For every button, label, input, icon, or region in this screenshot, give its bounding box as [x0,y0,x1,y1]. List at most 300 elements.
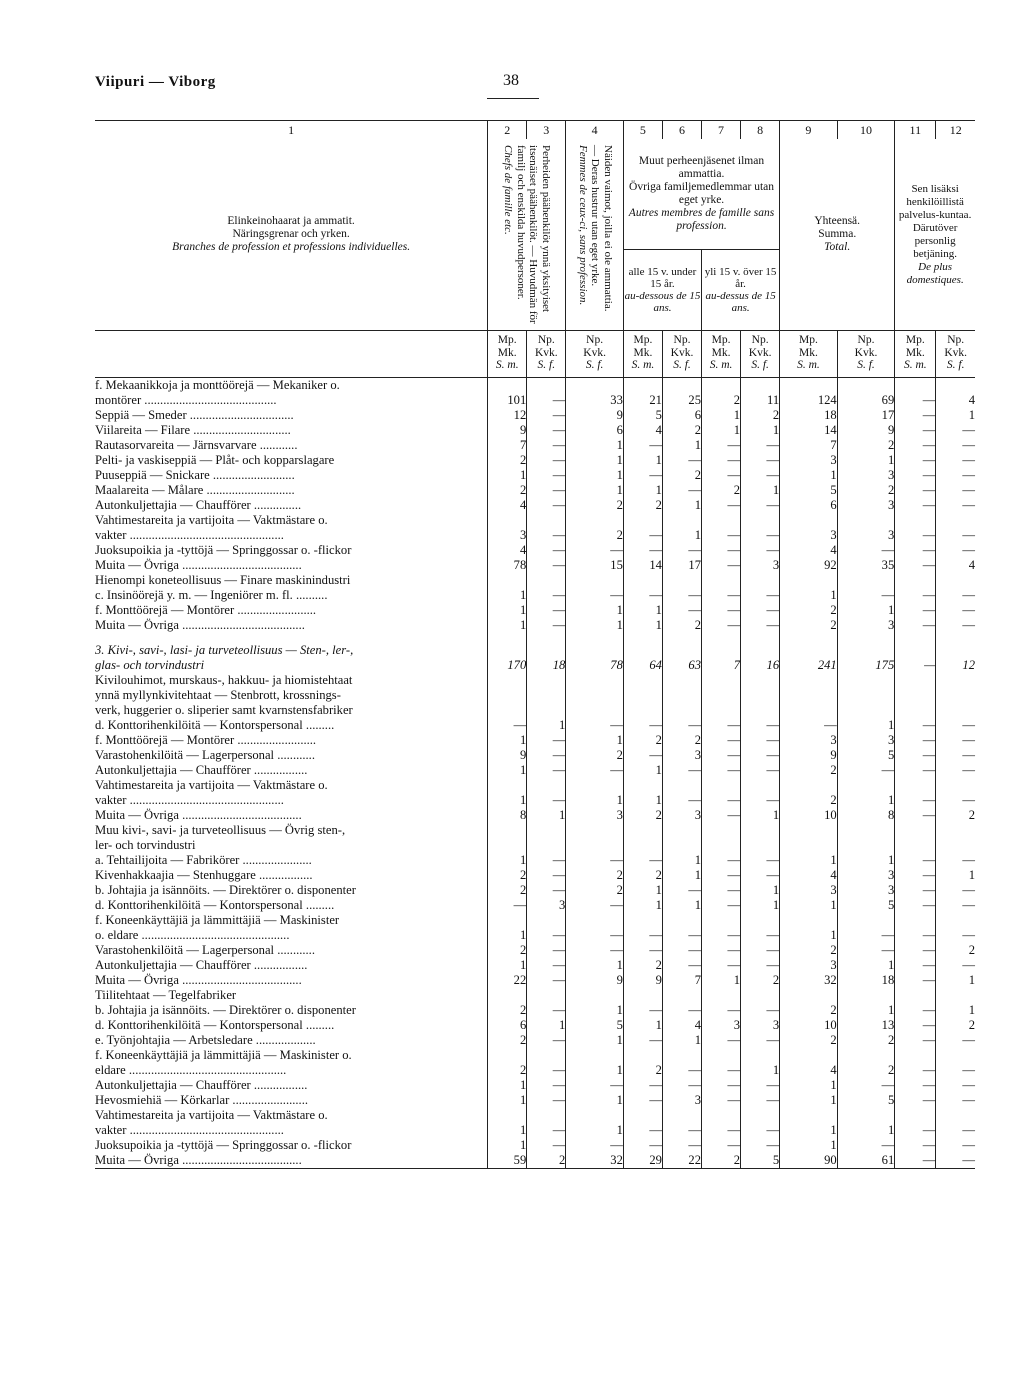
cell-col-8: — [741,1093,780,1108]
cell-col-4: 1 [566,438,624,453]
cell-col-2: 2 [488,1003,527,1018]
cell-col-4 [566,1048,624,1063]
cell-col-9: 3 [780,883,838,898]
cell-col-4: 5 [566,1018,624,1033]
cell-col-6: 3 [662,808,701,823]
cell-col-5 [623,988,662,1003]
cell-col-7: — [702,958,741,973]
table-row [95,1078,975,1093]
cell-col-2: 1 [488,1123,527,1138]
cell-col-9: 2 [780,943,838,958]
cell-col-3: 1 [527,1018,566,1033]
table-row [95,658,975,673]
cell-col-11 [895,633,936,643]
row-label: Autonkuljettajia — Chaufförer ................. [95,958,308,972]
cell-col-4 [566,913,624,928]
cell-col-10: 5 [837,1093,895,1108]
table-row [95,1018,975,1033]
unit-female: Np. Kvk. S. f. [936,331,975,378]
cell-col-9 [780,573,838,588]
unit-female: Np. Kvk. S. f. [662,331,701,378]
cell-col-6: — [662,763,701,778]
cell-col-6: — [662,1078,701,1093]
cell-col-3: — [527,438,566,453]
cell-col-2: 1 [488,1093,527,1108]
table-row [95,1153,975,1169]
cell-col-3: — [527,603,566,618]
table-row [95,973,975,988]
cell-col-3: 18 [527,658,566,673]
cell-col-6: 1 [662,438,701,453]
cell-col-11: — [895,1063,936,1078]
cell-col-12: — [936,718,975,733]
cell-col-3: — [527,1003,566,1018]
cell-col-8 [741,673,780,688]
cell-col-5: — [623,468,662,483]
cell-col-11: — [895,603,936,618]
table-row [95,558,975,573]
cell-col-11: — [895,718,936,733]
cell-col-8 [741,1108,780,1123]
cell-col-5: 2 [623,733,662,748]
cell-col-11 [895,573,936,588]
row-label: o. eldare ............................................... [95,928,290,942]
row-label: Muita — Övriga ...................................... [95,1153,302,1167]
col2-3-header-text: Perheiden päähenkilöt ynnä yksityiset itsenäiset päähenkilöt. — Huvudmän för familj och enskilda huvudpersoner. [514,145,552,324]
cell-col-10 [837,838,895,853]
cell-col-4 [566,838,624,853]
cell-col-10 [837,1048,895,1063]
cell-col-11: — [895,588,936,603]
cell-col-7: — [702,1003,741,1018]
table-row [95,988,975,1003]
cell-col-6 [662,823,701,838]
row-label: f. Monttöörejä — Montörer ......................... [95,733,317,747]
cell-col-8 [741,378,780,394]
cell-col-8 [741,573,780,588]
cell-col-10: 5 [837,898,895,913]
cell-col-12 [936,838,975,853]
cell-col-4: 33 [566,393,624,408]
cell-col-9 [780,513,838,528]
cell-col-6: 25 [662,393,701,408]
cell-col-4: — [566,718,624,733]
cell-col-5: 1 [623,453,662,468]
cell-col-12: 2 [936,1018,975,1033]
cell-col-5: 1 [623,603,662,618]
cell-col-10 [837,688,895,703]
cell-col-9: 10 [780,808,838,823]
cell-col-12 [936,778,975,793]
table-row [95,643,975,658]
cell-col-4: 2 [566,748,624,763]
cell-col-8: 5 [741,1153,780,1169]
cell-col-7: — [702,603,741,618]
cell-col-11: — [895,868,936,883]
cell-col-6 [662,513,701,528]
cell-col-5: 1 [623,883,662,898]
unit-male: Mp. Mk. S. m. [780,331,838,378]
cell-col-11: — [895,438,936,453]
cell-col-2: 1 [488,1138,527,1153]
row-label: Varastohenkilöitä — Lagerpersonal ............ [95,748,315,762]
cell-col-10: 3 [837,618,895,633]
cell-col-12: — [936,453,975,468]
col2-3-header-fr: Chefs de famille etc. [502,145,515,235]
cell-col-7: — [702,1063,741,1078]
col5-6-subheader [623,250,701,331]
cell-col-5: — [623,943,662,958]
row-label: Kivenhakkaajia — Stenhuggare ................. [95,868,313,882]
cell-col-3: — [527,423,566,438]
cell-col-12: — [936,483,975,498]
cell-col-10: 1 [837,453,895,468]
cell-col-9 [780,838,838,853]
row-label: b. Johtajia ja isännöits. — Direktörer o. disponenter [95,883,356,897]
col4-header [566,139,624,331]
cell-col-12 [936,633,975,643]
cell-col-8: — [741,438,780,453]
cell-col-5: 5 [623,408,662,423]
cell-col-9: 4 [780,868,838,883]
table-row [95,393,975,408]
col5-6-sub-text: alle 15 v. under 15 år. [628,266,697,290]
cell-col-4 [566,688,624,703]
cell-col-10: 3 [837,883,895,898]
cell-col-12 [936,573,975,588]
cell-col-8 [741,838,780,853]
unit-male: Mp. Mk. S. m. [488,331,527,378]
cell-col-8 [741,778,780,793]
cell-col-7: 1 [702,408,741,423]
cell-col-3: — [527,1078,566,1093]
table-row [95,868,975,883]
cell-col-3: — [527,558,566,573]
cell-col-3: 1 [527,718,566,733]
table-row [95,838,975,853]
cell-col-12: — [936,1033,975,1048]
cell-col-9: 2 [780,1033,838,1048]
cell-col-11: — [895,658,936,673]
cell-col-4: 2 [566,498,624,513]
col7-8-sub-text: yli 15 v. över 15 år. [704,266,777,290]
cell-col-9 [780,823,838,838]
cell-col-7 [702,823,741,838]
cell-col-4: — [566,588,624,603]
cell-col-12 [936,988,975,1003]
cell-col-11: — [895,1138,936,1153]
cell-col-2: 2 [488,483,527,498]
table-row [95,423,975,438]
cell-col-2: 22 [488,973,527,988]
cell-col-9 [780,988,838,1003]
cell-col-9: 2 [780,763,838,778]
cell-col-7 [702,838,741,853]
cell-col-5: 1 [623,1018,662,1033]
row-label: d. Konttorihenkilöitä — Kontorspersonal ......... [95,1018,335,1032]
unit-female: Np. Kvk. S. f. [837,331,895,378]
cell-col-4: 2 [566,528,624,543]
col1-header-sv: Näringsgrenar och yrken. [232,228,350,240]
row-label: Rautasorvareita — Järnsvarvare ............ [95,438,298,452]
cell-col-11 [895,1048,936,1063]
cell-col-5: — [623,438,662,453]
cell-col-5: 2 [623,958,662,973]
cell-col-8: — [741,763,780,778]
cell-col-6: 1 [662,528,701,543]
cell-col-3: — [527,1123,566,1138]
cell-col-2 [488,1108,527,1123]
cell-col-6: — [662,1138,701,1153]
cell-col-2: 12 [488,408,527,423]
cell-col-2: 2 [488,943,527,958]
cell-col-5 [623,778,662,793]
cell-col-7 [702,913,741,928]
table-row [95,1048,975,1063]
cell-col-3 [527,513,566,528]
cell-col-12 [936,643,975,658]
cell-col-10 [837,913,895,928]
cell-col-2 [488,378,527,394]
col5-8-header-fi: Muut perheenjäsenet ilman ammattia. [638,155,765,180]
cell-col-4: 9 [566,408,624,423]
cell-col-7: 1 [702,423,741,438]
cell-col-11: — [895,468,936,483]
cell-col-5 [623,633,662,643]
cell-col-2: 2 [488,1063,527,1078]
table-row [95,913,975,928]
cell-col-2: 1 [488,763,527,778]
row-label: f. Mekaanikkoja ja monttöörejä — Mekaniker o. [95,378,340,392]
row-label: e. Työnjohtajia — Arbetsledare ................... [95,1033,316,1047]
cell-col-2 [488,703,527,718]
row-label: Tiilitehtaat — Tegelfabriker [95,988,237,1002]
cell-col-10: 13 [837,1018,895,1033]
cell-col-7: — [702,558,741,573]
colno-4: 4 [566,121,624,140]
cell-col-6: 1 [662,853,701,868]
cell-col-6: 6 [662,408,701,423]
cell-col-10 [837,643,895,658]
cell-col-9 [780,1108,838,1123]
cell-col-11 [895,838,936,853]
cell-col-2: 1 [488,928,527,943]
cell-col-6: 4 [662,1018,701,1033]
cell-col-3: — [527,468,566,483]
cell-col-5: 1 [623,763,662,778]
cell-col-6: 1 [662,898,701,913]
cell-col-6 [662,913,701,928]
cell-col-2: 2 [488,883,527,898]
cell-col-5: — [623,1138,662,1153]
cell-col-4 [566,823,624,838]
cell-col-9: 1 [780,928,838,943]
cell-col-7 [702,703,741,718]
cell-col-12: — [936,928,975,943]
col11-12-header-text: Sen lisäksi henkilöillistä palvelus-kuntaa. Därutöver personlig betjäning. [898,182,972,260]
cell-col-8 [741,633,780,643]
row-label [95,633,488,643]
cell-col-9: 4 [780,543,838,558]
cell-col-4: — [566,928,624,943]
cell-col-9: 3 [780,958,838,973]
cell-col-4: — [566,763,624,778]
cell-col-10: 35 [837,558,895,573]
cell-col-9: 1 [780,468,838,483]
cell-col-3: — [527,393,566,408]
cell-col-4: 1 [566,603,624,618]
table-row [95,688,975,703]
cell-col-3: — [527,853,566,868]
cell-col-9: 3 [780,528,838,543]
cell-col-11: — [895,408,936,423]
row-label: Vahtimestareita ja vartijoita — Vaktmästare o. [95,513,328,527]
cell-col-2 [488,513,527,528]
table-row [95,378,975,394]
cell-col-4 [566,1108,624,1123]
cell-col-4: 1 [566,468,624,483]
cell-col-11: — [895,763,936,778]
cell-col-5 [623,513,662,528]
cell-col-9: 1 [780,1078,838,1093]
colno-2: 2 [488,121,527,140]
cell-col-11: — [895,808,936,823]
cell-col-8: — [741,543,780,558]
row-label: eldare .................................................. [95,1063,287,1077]
cell-col-6 [662,673,701,688]
cell-col-12: — [936,748,975,763]
cell-col-3 [527,688,566,703]
table-row [95,618,975,633]
cell-col-5 [623,673,662,688]
cell-col-2 [488,573,527,588]
cell-col-10 [837,633,895,643]
cell-col-4: 1 [566,1003,624,1018]
cell-col-10 [837,988,895,1003]
cell-col-4: 1 [566,453,624,468]
unit-female: Np. Kvk. S. f. [527,331,566,378]
table-row [95,498,975,513]
cell-col-9: 241 [780,658,838,673]
cell-col-11: — [895,973,936,988]
cell-col-6 [662,988,701,1003]
cell-col-10: — [837,763,895,778]
cell-col-12: 2 [936,943,975,958]
cell-col-12: — [936,898,975,913]
cell-col-7: 3 [702,1018,741,1033]
cell-col-9: 14 [780,423,838,438]
cell-col-2: 4 [488,543,527,558]
cell-col-2: 1 [488,618,527,633]
cell-col-5 [623,688,662,703]
cell-col-2 [488,633,527,643]
cell-col-12: — [936,528,975,543]
cell-col-6 [662,643,701,658]
cell-col-10: 175 [837,658,895,673]
cell-col-3 [527,673,566,688]
cell-col-10 [837,1108,895,1123]
row-label: Maalareita — Målare ............................ [95,483,295,497]
cell-col-7: — [702,898,741,913]
cell-col-5 [623,1048,662,1063]
cell-col-8: 3 [741,1018,780,1033]
cell-col-11 [895,1108,936,1123]
cell-col-11: — [895,423,936,438]
col7-8-subheader [702,250,780,331]
cell-col-6: 2 [662,468,701,483]
cell-col-6 [662,1108,701,1123]
cell-col-12 [936,703,975,718]
cell-col-5: 9 [623,973,662,988]
cell-col-12: 1 [936,408,975,423]
cell-col-7 [702,1048,741,1063]
cell-col-4 [566,573,624,588]
cell-col-4: 2 [566,868,624,883]
cell-col-7: — [702,453,741,468]
row-label: Vahtimestareita ja vartijoita — Vaktmästare o. [95,1108,328,1122]
cell-col-3: 1 [527,808,566,823]
cell-col-4: 1 [566,1063,624,1078]
cell-col-3: — [527,543,566,558]
cell-col-3: — [527,793,566,808]
cell-col-3: — [527,1093,566,1108]
cell-col-12 [936,1048,975,1063]
cell-col-5: 64 [623,658,662,673]
cell-col-6 [662,838,701,853]
cell-col-9: 1 [780,1138,838,1153]
cell-col-12 [936,673,975,688]
cell-col-12 [936,1108,975,1123]
row-label: Juoksupoikia ja -tyttöjä — Springgossar o. -flickor [95,1138,352,1152]
cell-col-4: — [566,1138,624,1153]
cell-col-8: 1 [741,898,780,913]
cell-col-8: — [741,1138,780,1153]
cell-col-2: 6 [488,1018,527,1033]
cell-col-12 [936,913,975,928]
row-label: Muita — Övriga ...................................... [95,973,302,987]
cell-col-11 [895,688,936,703]
table-row [95,748,975,763]
cell-col-8: — [741,1033,780,1048]
cell-col-6: — [662,1003,701,1018]
colno-1: 1 [288,122,295,137]
cell-col-4: 1 [566,1123,624,1138]
table-row [95,543,975,558]
unit-male: Mp. Mk. S. m. [702,331,741,378]
cell-col-3: — [527,618,566,633]
cell-col-12: — [936,1138,975,1153]
cell-col-5: 14 [623,558,662,573]
col9-10-header-sv: Summa. [818,228,857,240]
row-label: Muita — Övriga ...................................... [95,558,302,572]
cell-col-10: 3 [837,868,895,883]
cell-col-5: 2 [623,868,662,883]
col5-8-header [623,139,779,250]
colno-9: 9 [780,121,838,140]
cell-col-2: 7 [488,438,527,453]
cell-col-10: 1 [837,958,895,973]
cell-col-5: 1 [623,898,662,913]
cell-col-12: — [936,733,975,748]
cell-col-4: 78 [566,658,624,673]
cell-col-6 [662,688,701,703]
cell-col-10: 1 [837,1123,895,1138]
cell-col-8 [741,688,780,703]
cell-col-3 [527,378,566,394]
cell-col-11: — [895,883,936,898]
cell-col-9: 3 [780,453,838,468]
col11-12-header-fr: De plus domestiques. [906,260,964,286]
